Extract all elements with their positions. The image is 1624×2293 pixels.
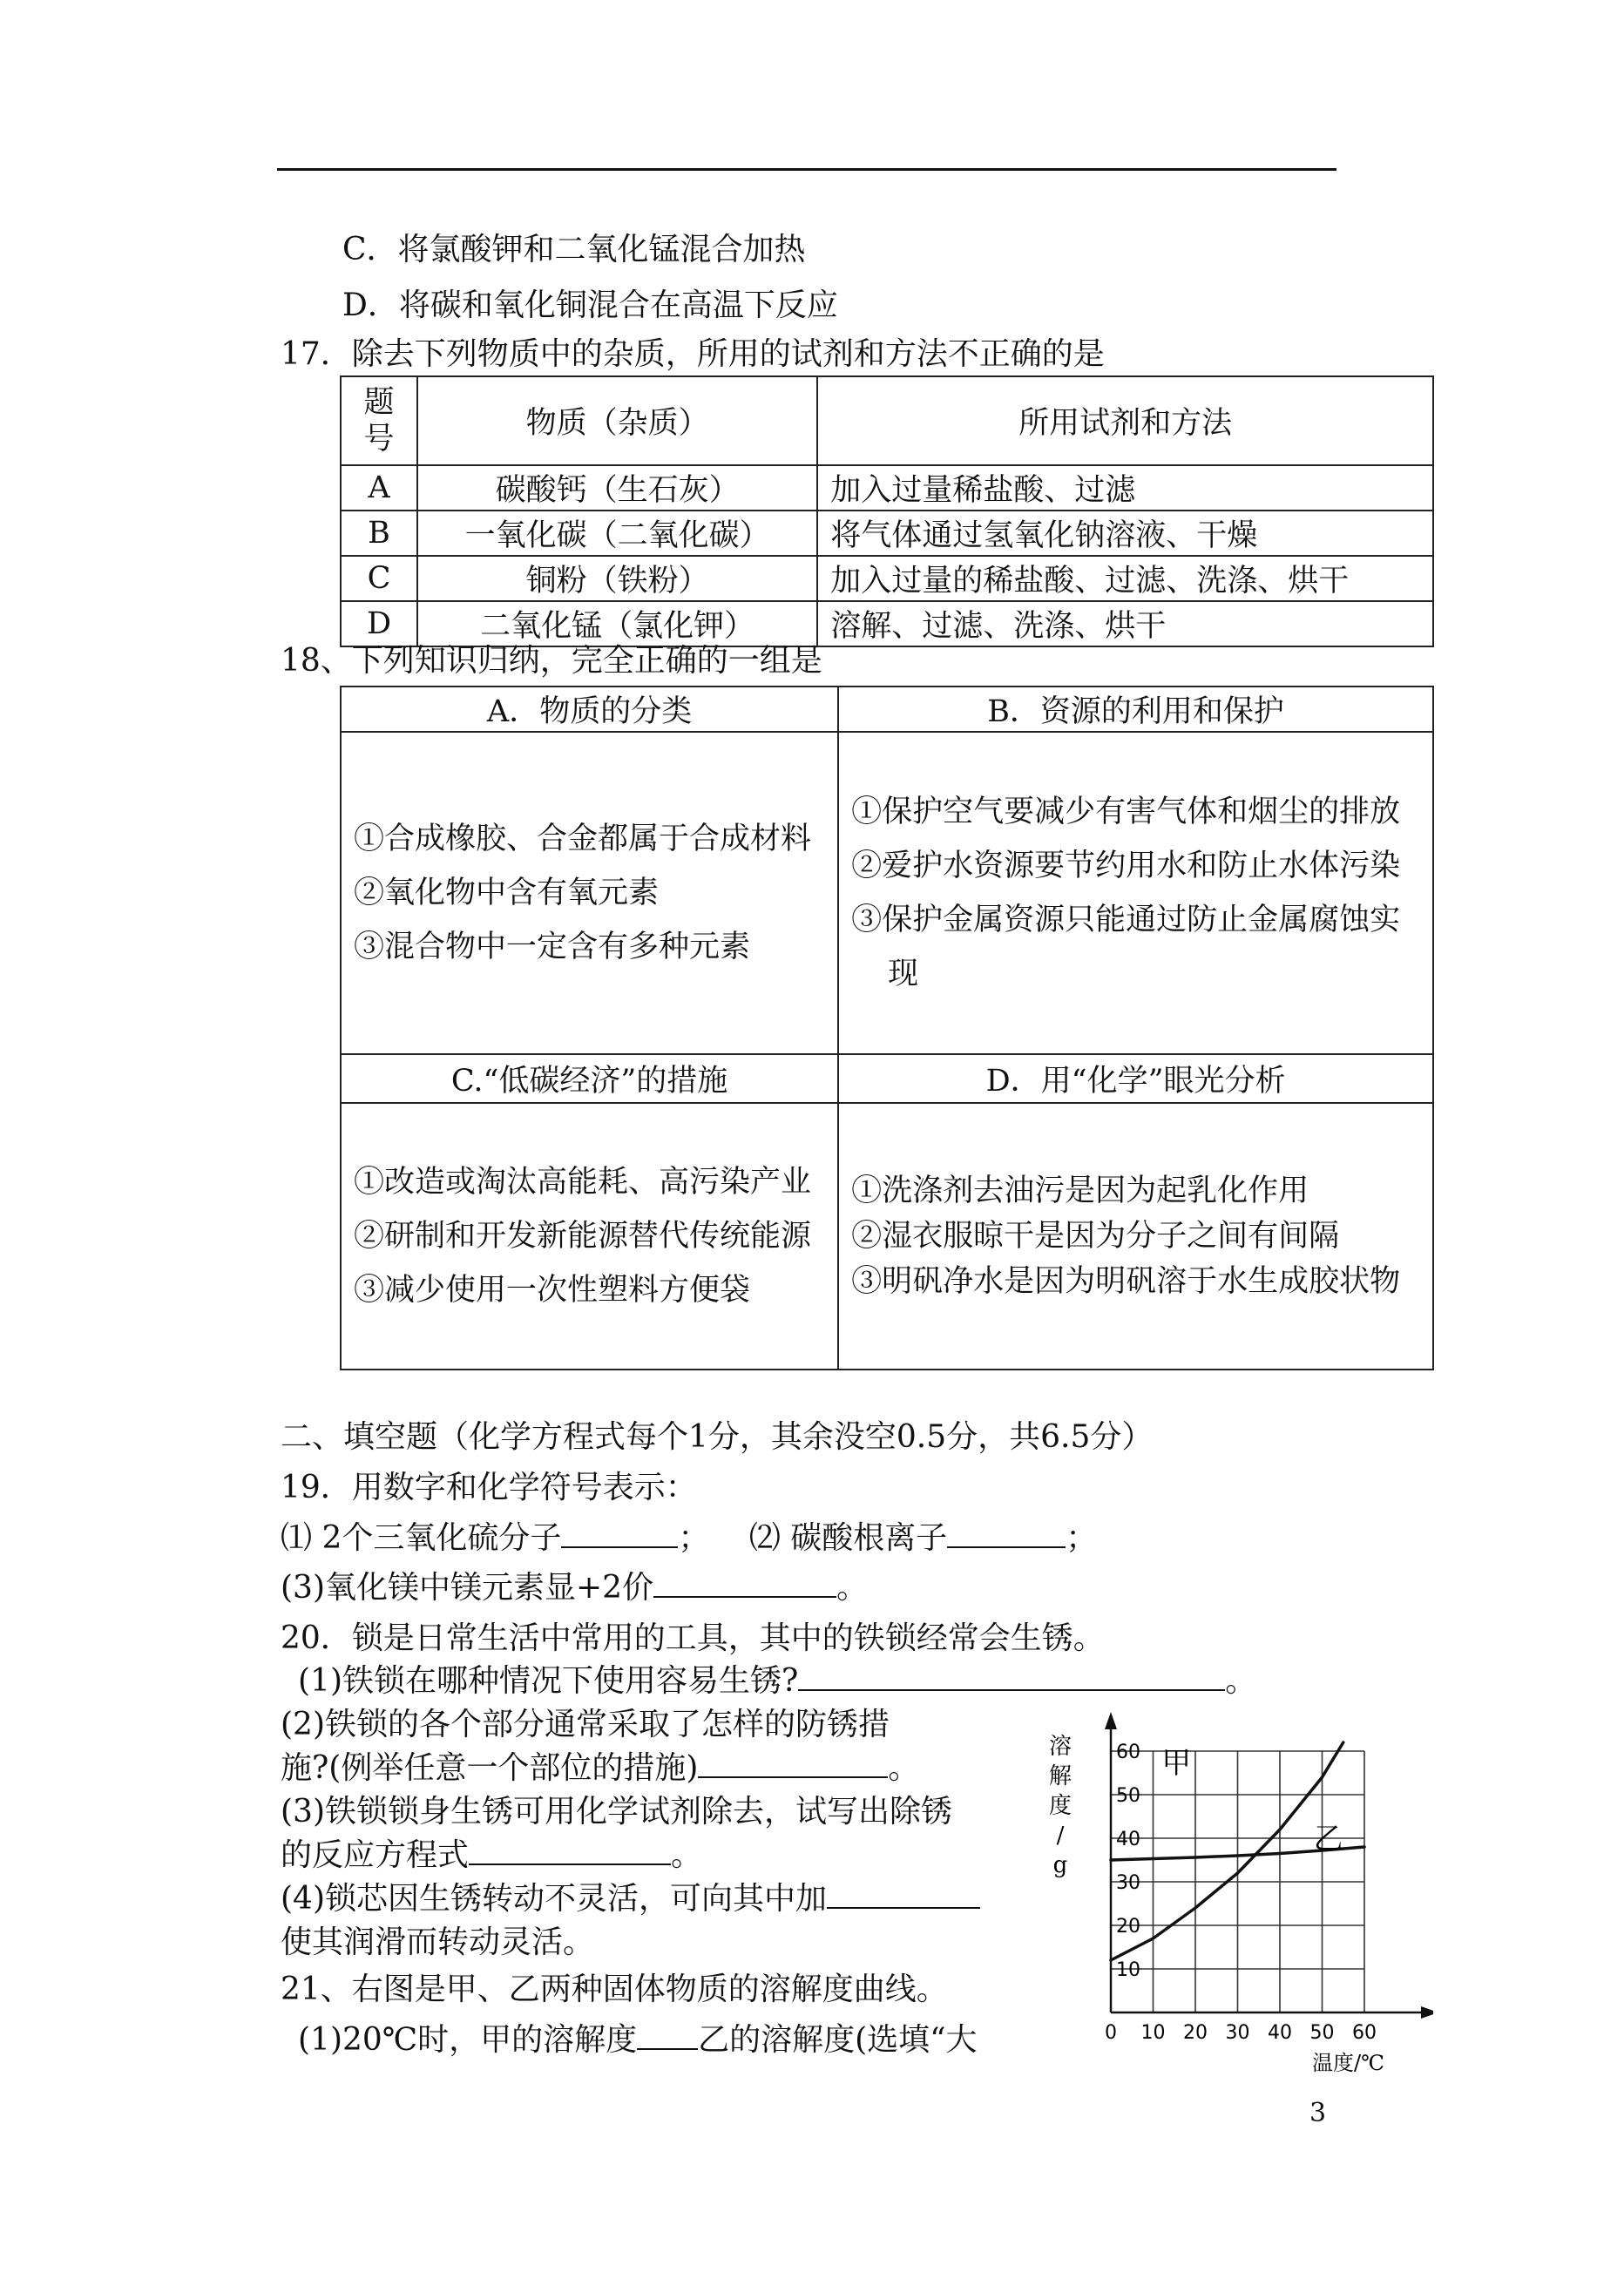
q21-line1 xyxy=(298,2021,978,2060)
y-tick-label: 50 xyxy=(1116,1785,1140,1807)
list-item: ③混合物中一定含有多种元素 xyxy=(354,930,751,964)
y-tick-label: 60 xyxy=(1116,1742,1140,1763)
list-item: ②氧化物中含有氧元素 xyxy=(354,876,660,910)
y-axis-label-char: 解 xyxy=(1048,1763,1073,1789)
q21-1-blank[interactable] xyxy=(637,2022,698,2050)
x-tick-label: 20 xyxy=(1183,2022,1208,2044)
q20-4-blank[interactable] xyxy=(827,1881,980,1909)
y-axis-label-char: 度 xyxy=(1048,1793,1073,1819)
row-a-id: A xyxy=(341,465,417,511)
list-item: ①保护空气要减少有害气体和烟尘的排放 xyxy=(851,795,1401,829)
q20-3b-text: 的反应方程式 xyxy=(281,1837,470,1873)
row-c-substance: 铜粉（铁粉） xyxy=(417,556,817,601)
series-label-jia: 甲 xyxy=(1161,1746,1192,1781)
y-axis-arrow xyxy=(1105,1712,1117,1729)
q20-2b-text: 施?(例举任意一个部位的措施) xyxy=(281,1750,699,1786)
option-c: C．将氯酸钾和二氧化锰混合加热 xyxy=(342,232,806,267)
header-substance: 物质（杂质） xyxy=(417,376,817,465)
group-b-title: B．资源的利用和保护 xyxy=(838,687,1433,732)
x-tick-label: 60 xyxy=(1352,2022,1377,2044)
list-item: ③保护金属资源只能通过防止金属腐蚀实现 xyxy=(851,903,1401,991)
row-b-method: 将气体通过氢氧化钠溶液、干燥 xyxy=(817,511,1433,556)
q19-2-blank[interactable] xyxy=(947,1520,1066,1548)
row-d-method: 溶解、过滤、洗涤、烘干 xyxy=(817,601,1433,646)
q21-stem: 21、右图是甲、乙两种固体物质的溶解度曲线。 xyxy=(281,1972,948,2007)
list-item: ①合成橡胶、合金都属于合成材料 xyxy=(354,822,812,856)
q20-line3b xyxy=(281,1836,702,1875)
list-item: ②研制和开发新能源替代传统能源 xyxy=(354,1219,812,1254)
q19-1-end: ； xyxy=(678,1520,710,1556)
q19-stem: 19．用数字和化学符号表示： xyxy=(281,1470,697,1505)
chart-axes xyxy=(1105,1712,1433,2019)
q19-3-blank[interactable] xyxy=(653,1570,836,1598)
x-tick-label: 10 xyxy=(1140,2022,1166,2044)
q20-4a-text: (4)锁芯因生锈转动不灵活，可向其中加 xyxy=(281,1881,827,1917)
q17-table xyxy=(340,375,1434,647)
chart-labels xyxy=(1049,1734,1384,2075)
group-b-items xyxy=(838,732,1433,1054)
header-method: 所用试剂和方法 xyxy=(817,376,1433,465)
q19-1-text: ⑴ 2个三氧化硫分子 xyxy=(281,1520,562,1556)
row-b-id: B xyxy=(341,511,417,556)
list-item: ②爱护水资源要节约用水和防止水体污染 xyxy=(851,849,1401,883)
q20-line2b xyxy=(281,1749,919,1788)
header-rule xyxy=(277,168,1336,171)
row-b-substance: 一氧化碳（二氧化碳） xyxy=(417,511,817,556)
y-tick-label: 30 xyxy=(1116,1872,1140,1894)
q20-4b: 使其润滑而转动灵活。 xyxy=(281,1924,595,1960)
q18-stem: 18、下列知识归纳，完全正确的一组是 xyxy=(281,643,822,679)
q21-1-end: 乙的溶解度(选填“大 xyxy=(698,2022,978,2058)
list-item: ②湿衣服晾干是因为分子之间有间隔 xyxy=(851,1219,1340,1254)
q20-line1 xyxy=(298,1662,1256,1701)
q19-1-blank[interactable] xyxy=(561,1520,678,1548)
row-a-substance: 碳酸钙（生石灰） xyxy=(417,465,817,511)
q21-1-text: (1)20℃时，甲的溶解度 xyxy=(298,2022,638,2058)
q19-line3 xyxy=(281,1569,868,1607)
q19-3-end: 。 xyxy=(836,1570,869,1606)
x-axis-arrow xyxy=(1421,2006,1433,2019)
row-c-method: 加入过量的稀盐酸、过滤、洗涤、烘干 xyxy=(817,556,1433,601)
list-item: ③明矾净水是因为明矾溶于水生成胶状物 xyxy=(851,1264,1401,1299)
group-d-title: D．用“化学”眼光分析 xyxy=(838,1054,1433,1103)
q19-2-end: ； xyxy=(1066,1520,1098,1556)
option-d: D．将碳和氧化铜混合在高温下反应 xyxy=(342,287,838,323)
q20-line4a xyxy=(281,1880,980,1918)
list-item: ③减少使用一次性塑料方便袋 xyxy=(354,1273,751,1308)
q20-3a: (3)铁锁锁身生锈可用化学试剂除去，试写出除锈 xyxy=(281,1794,952,1830)
page-number: 3 xyxy=(1309,2098,1327,2128)
y-tick-label: 40 xyxy=(1116,1829,1140,1850)
q20-1-end: 。 xyxy=(1225,1663,1257,1699)
y-tick-label: 20 xyxy=(1116,1916,1140,1938)
q20-1-text: (1)铁锁在哪种情况下使用容易生锈? xyxy=(298,1663,799,1699)
y-axis-label-char: 溶 xyxy=(1048,1734,1073,1760)
q20-2-blank[interactable] xyxy=(698,1750,888,1778)
x-tick-label: 0 xyxy=(1105,2022,1117,2044)
group-c-title: C.“低碳经济”的措施 xyxy=(341,1054,838,1103)
q19-2-text: ⑵ 碳酸根离子 xyxy=(748,1520,948,1556)
q19-3-text: (3)氧化镁中镁元素显+2价 xyxy=(281,1570,654,1606)
list-item: ①改造或淘汰高能耗、高污染产业 xyxy=(354,1165,812,1200)
row-a-method: 加入过量稀盐酸、过滤 xyxy=(817,465,1433,511)
group-a-items xyxy=(341,732,838,1054)
q18-table xyxy=(340,686,1434,1370)
x-tick-label: 40 xyxy=(1268,2022,1292,2044)
q20-2a: (2)铁锁的各个部分通常采取了怎样的防锈措 xyxy=(281,1707,890,1742)
row-d-id: D xyxy=(341,601,417,646)
x-tick-label: 50 xyxy=(1309,2022,1335,2044)
section-title: 二、填空题（化学方程式每个1分，其余没空0.5分，共6.5分） xyxy=(281,1419,1154,1455)
row-c-id: C xyxy=(341,556,417,601)
q20-3-end: 。 xyxy=(671,1837,703,1873)
group-c-items xyxy=(341,1103,838,1370)
q17-stem: 17．除去下列物质中的杂质，所用的试剂和方法不正确的是 xyxy=(281,336,1105,372)
x-tick-label: 30 xyxy=(1225,2022,1250,2044)
header-id: 题号 xyxy=(341,376,417,465)
solubility-chart xyxy=(1041,1712,1433,2095)
group-a-title: A．物质的分类 xyxy=(341,687,838,732)
y-tick-label: 10 xyxy=(1116,1959,1140,1981)
list-item: ①洗涤剂去油污是因为起乳化作用 xyxy=(851,1174,1309,1208)
row-d-substance: 二氧化锰（氯化钾） xyxy=(417,601,817,646)
q20-2-end: 。 xyxy=(888,1750,920,1786)
q20-3-blank[interactable] xyxy=(469,1837,671,1865)
q20-stem: 20．锁是日常生活中常用的工具，其中的铁锁经常会生锈。 xyxy=(281,1620,1105,1656)
series-label-yi: 乙 xyxy=(1313,1822,1343,1857)
q19-line1 xyxy=(281,1519,1097,1558)
q20-1-blank[interactable] xyxy=(798,1663,1225,1691)
group-d-items xyxy=(838,1103,1433,1370)
x-axis-label: 温度/℃ xyxy=(1312,2051,1384,2075)
chart-grid xyxy=(1111,1751,1364,2012)
y-axis-label-char: g xyxy=(1052,1852,1068,1878)
y-axis-label-char: / xyxy=(1056,1823,1065,1849)
